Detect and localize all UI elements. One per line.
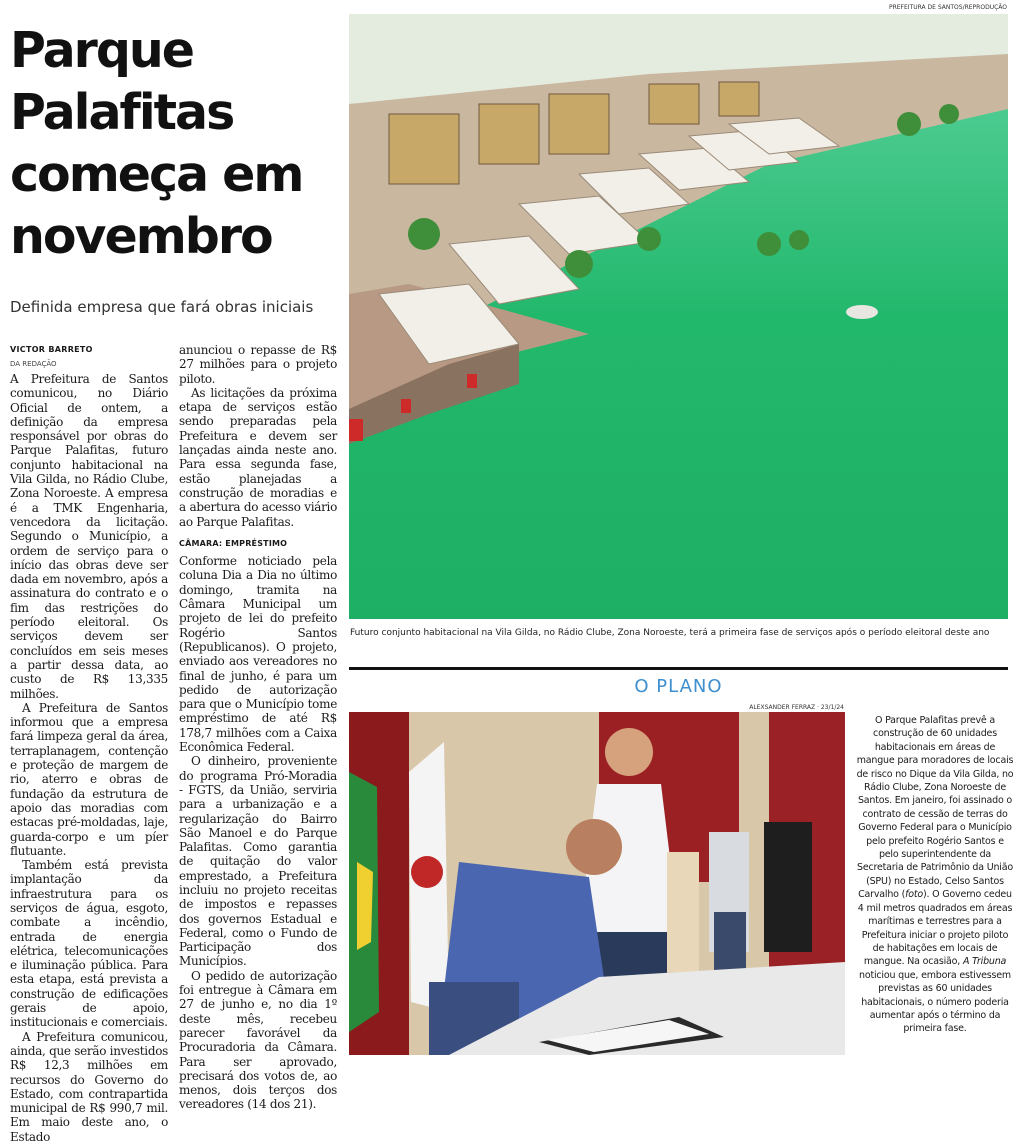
subheadline: Definida empresa que fará obras iniciais <box>10 298 314 316</box>
signing-illustration <box>349 712 845 1055</box>
byline: VICTOR BARRETO <box>10 345 93 354</box>
headline: Parque Palafitas começa em novembro <box>10 22 303 265</box>
plano-sidebar-text: O Parque Palafitas prevê a construção de 60 unidades habitacionais em áreas de mangue para moradores de locais de risco no Dique da Vila Gilda, no Rádio Clube, Zona Noroeste de Santos. Em janeiro, foi assinado o contrato de cessão de terras do Governo Federal para o Município pelo prefeito Rogério Santos e pelo superintendente da Secretaria de Patrimônio da União (SPU) no Estado, Celso Santos Carvalho (foto). O Governo cedeu 4 mil metros quadrados em áreas marítimas e terrestres para a Prefeitura iniciar o projeto piloto de habitações em locais de mangue. Na ocasião, A Tribuna noticiou que, embora estivessem previstas as 60 unidades habitacionais, o número poderia aumentar após o término da primeira fase. <box>856 715 1014 1035</box>
byline-role: DA REDAÇÃO <box>10 360 57 368</box>
contract-signing-photo <box>349 712 845 1055</box>
plano-title: O PLANO <box>634 676 723 697</box>
paragraph: anunciou o repasse de R$ 27 milhões para o projeto piloto. <box>179 343 337 386</box>
paragraph: Também está prevista implantação da infraestrutura para os serviços de água, esgoto, combate a incêndio, entrada de energia elétrica, telecomunicações e iluminação pública. Para esta etapa, está prevista a construção de edificações gerais de apoio, institucionais e comerciais. <box>10 858 168 1030</box>
photo-credit: PREFEITURA DE SANTOS/REPRODUÇÃO <box>888 4 1007 11</box>
section-divider <box>349 667 1008 670</box>
paragraph: O dinheiro, proveniente do programa Pró-Moradia - FGTS, da União, serviria para a urbanização e a regularização do Bairro São Manoel e do Parque Palafitas. Como garantia de quitação do valor emprestado, a Prefeitura incluiu no projeto receitas de impostos e repasses dos governos Estadual e Federal, como o Fundo de Participação dos Municípios. <box>179 754 337 969</box>
paragraph: As licitações da próxima etapa de serviços estão sendo preparadas pela Prefeitura e devem ser lançadas ainda neste ano. Para essa segunda fase, estão planejadas a construção de moradias e a abertura do acesso viário ao Parque Palafitas. <box>179 385 337 529</box>
article-column-1 <box>10 372 168 1144</box>
rendering-illustration <box>349 14 1008 619</box>
housing-rendering-photo <box>349 14 1008 619</box>
paragraph: O pedido de autorização foi entregue à Câmara em 27 de junho e, no dia 1º deste mês, recebeu parecer favorável da Procuradoria da Câmara. Para ser aprovado, precisará dos votos de, ao menos, dois terços dos vereadores (14 dos 21). <box>179 968 337 1112</box>
paragraph: A Prefeitura de Santos informou que a empresa fará limpeza geral da área, terraplanagem, contenção e proteção de margem de rio, aterro e obras de fundação da estrutura de apoio das moradias com estacas pré-moldadas, laje, guarda-corpo e um píer flutuante. <box>10 700 168 858</box>
paragraph: A Prefeitura comunicou, ainda, que serão investidos R$ 12,3 milhões em recursos do Governo do Estado, com contrapartida municipal de R$ 990,7 mil. Em maio deste ano, o Estado <box>10 1029 168 1144</box>
paragraph: A Prefeitura de Santos comunicou, no Diário Oficial de ontem, a definição da empresa responsável por obras do Parque Palafitas, futuro conjunto habitacional na Vila Gilda, no Rádio Clube, Zona Noroeste. A empresa é a TMK Engenharia, vencedora da licitação. Segundo o Município, a ordem de serviço para o início das obras deve ser dada em novembro, após a assinatura do contrato e o fim das restrições do período eleitoral. Os serviços devem ser concluídos em seis meses a partir dessa data, ao custo de R$ 13,335 milhões. <box>10 372 168 701</box>
paragraph: Conforme noticiado pela coluna Dia a Dia no último domingo, tramita na Câmara Municipal um projeto de lei do prefeito Rogério Santos (Republicanos). O projeto, enviado aos vereadores no final de junho, é para um pedido de autorização para que o Município tome empréstimo de até R$ 178,7 milhões com a Caixa Econômica Federal. <box>179 554 337 755</box>
photo-caption: Futuro conjunto habitacional na Vila Gilda, no Rádio Clube, Zona Noroeste, terá a primeira fase de serviços após o período eleitoral deste ano <box>350 628 990 638</box>
article-column-2 <box>179 343 337 1112</box>
subhead-camara: CÂMARA: EMPRÉSTIMO <box>179 538 288 548</box>
photo-credit-plano: ALEXSANDER FERRAZ · 23/1/24 <box>749 704 844 711</box>
